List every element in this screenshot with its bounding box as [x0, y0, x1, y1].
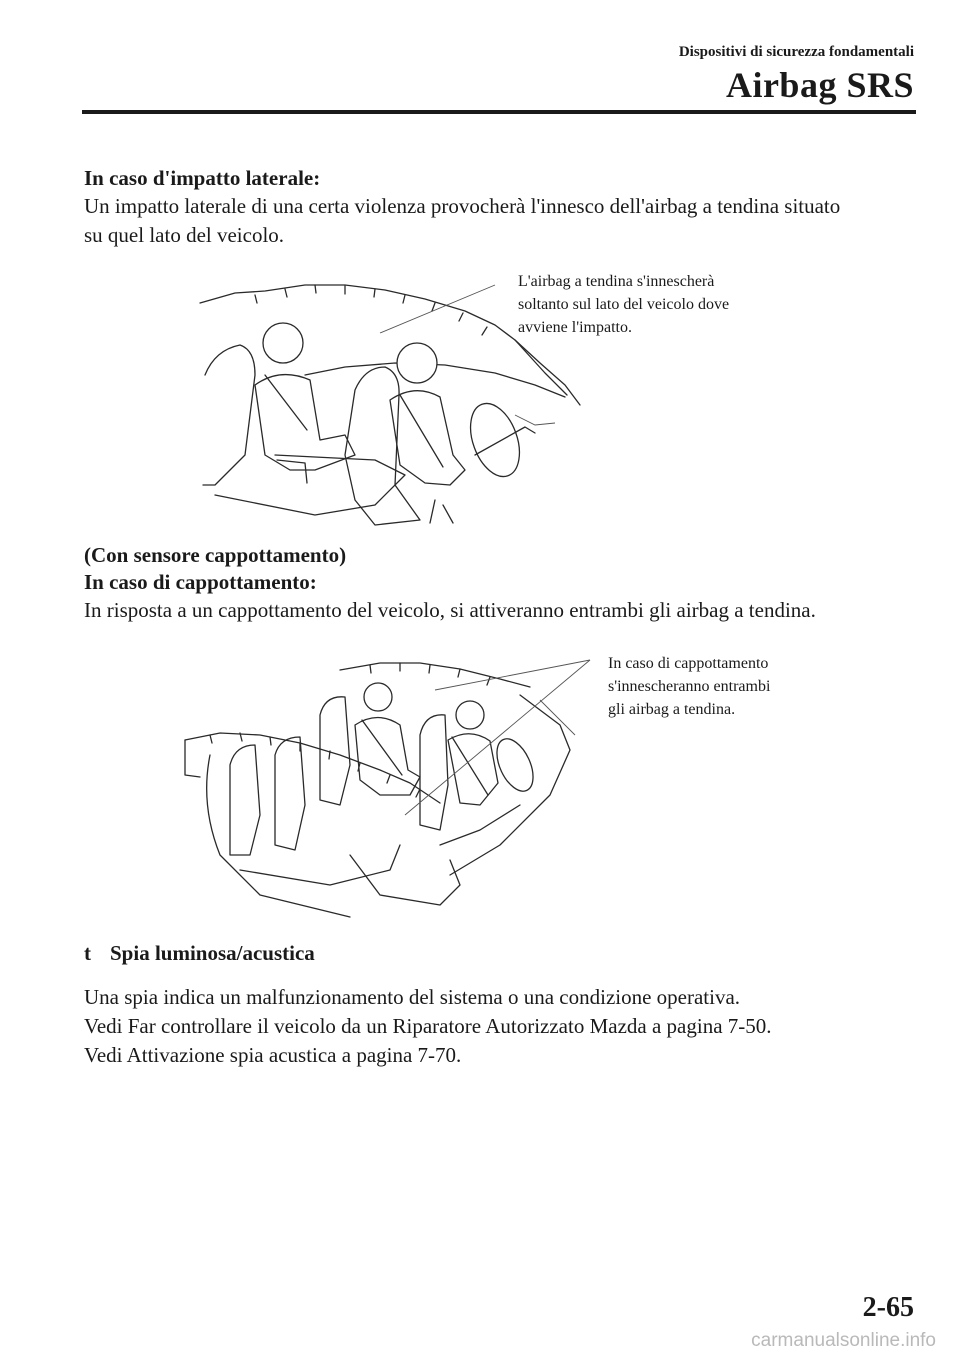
- callout-line: avviene l'impatto.: [518, 319, 632, 336]
- watermark: carmanualsonline.info: [751, 1330, 936, 1351]
- warning-text: [84, 983, 772, 1070]
- callout-line: s'innescheranno entrambi: [608, 678, 771, 695]
- rollover-illustration: [180, 655, 600, 920]
- side-impact-callout: [518, 270, 729, 339]
- bullet-icon: t: [84, 941, 91, 965]
- rollover-heading: In caso di cappottamento:: [84, 570, 317, 594]
- warning-line-1: Una spia indica un malfunzionamento del sistema o una condizione operativa.: [84, 985, 741, 1009]
- callout-line: L'airbag a tendina s'innescherà: [518, 273, 715, 290]
- callout-line: In caso di cappottamento: [608, 655, 769, 672]
- callout-line: soltanto sul lato del veicolo dove: [518, 296, 730, 313]
- warning-heading: Spia luminosa/acustica: [110, 941, 315, 965]
- side-impact-text: [84, 192, 840, 250]
- side-impact-heading: In caso d'impatto laterale:: [84, 166, 321, 190]
- section-title: Dispositivi di sicurezza fondamentali: [678, 44, 914, 60]
- rollover-callout: [608, 652, 770, 721]
- rollover-condition: (Con sensore cappottamento): [84, 543, 347, 567]
- callout-line: gli airbag a tendina.: [608, 701, 736, 718]
- page-title: Airbag SRS: [725, 65, 914, 105]
- side-impact-line-1: Un impatto laterale di una certa violenza provocherà l'innesco dell'airbag a tendina situato: [84, 194, 841, 218]
- side-impact-line-2: su quel lato del veicolo.: [84, 223, 285, 247]
- warning-line-3: Vedi Attivazione spia acustica a pagina 7-70.: [84, 1043, 462, 1067]
- page-number: 2-65: [862, 1292, 914, 1323]
- rollover-text: In risposta a un cappottamento del veicolo, si attiveranno entrambi gli airbag a tendina.: [84, 598, 816, 622]
- header-divider: [82, 110, 916, 114]
- warning-line-2: Vedi Far controllare il veicolo da un Riparatore Autorizzato Mazda a pagina 7-50.: [84, 1014, 772, 1038]
